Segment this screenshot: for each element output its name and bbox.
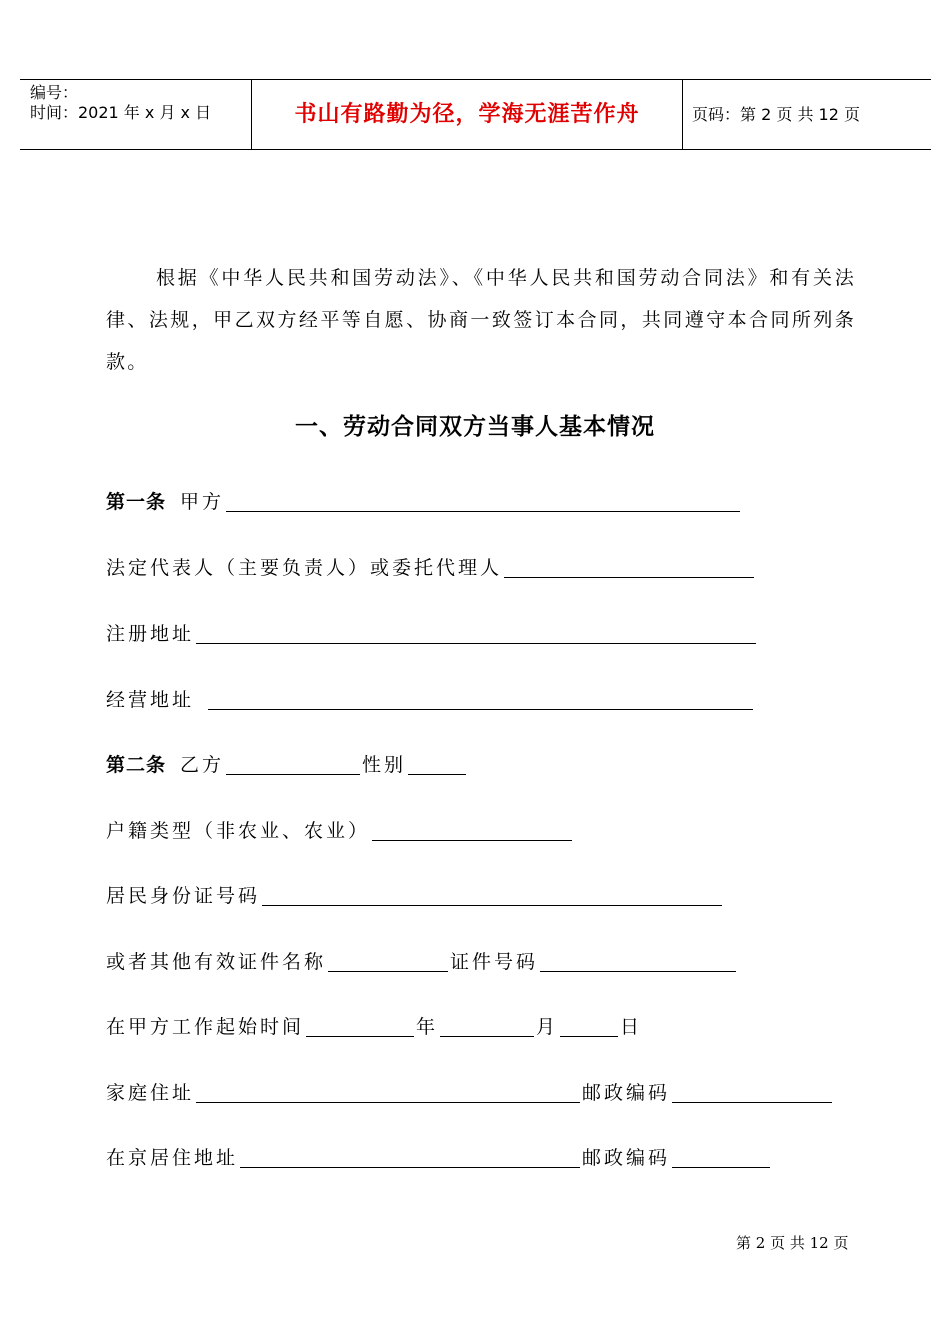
form-row-beijing-address [106, 1143, 772, 1173]
header-page-number: 页码：第 2 页 共 12 页 [692, 105, 860, 124]
cert-number-blank[interactable] [540, 949, 736, 972]
day-label: 日 [620, 1016, 643, 1038]
field-label: 户籍类型（非农业、农业） [106, 820, 371, 842]
article-label: 第二条 [106, 754, 167, 776]
biz-address-blank[interactable] [208, 687, 753, 710]
form-row-hukou [106, 816, 574, 846]
header-motto: 书山有路勤为径，学海无涯苦作舟 [294, 102, 640, 127]
year-label: 年 [416, 1016, 439, 1038]
form-row-other-id [106, 947, 738, 977]
form-row-start-time [106, 1012, 642, 1042]
gender-blank[interactable] [408, 752, 466, 775]
beijing-postcode-blank[interactable] [672, 1145, 770, 1168]
header-divider [682, 80, 683, 149]
field-label: 性别 [362, 754, 407, 776]
doc-number-label: 编号： [30, 83, 79, 102]
article-label: 第一条 [106, 491, 167, 513]
home-postcode-blank[interactable] [672, 1080, 832, 1103]
section-title: 一、劳动合同双方当事人基本情况 [295, 414, 655, 440]
field-label: 证件号码 [450, 951, 539, 973]
month-label: 月 [536, 1016, 559, 1038]
field-label: 家庭住址 [106, 1082, 195, 1104]
legal-rep-blank[interactable] [504, 555, 754, 578]
field-label: 居民身份证号码 [106, 885, 261, 907]
form-row-party-a [106, 487, 742, 517]
form-row-biz-address [106, 685, 755, 715]
id-number-blank[interactable] [262, 883, 722, 906]
form-row-reg-address [106, 619, 758, 649]
start-day-blank[interactable] [560, 1014, 618, 1037]
field-label: 邮政编码 [582, 1082, 671, 1104]
header-meta [30, 83, 211, 123]
field-label: 注册地址 [106, 623, 195, 645]
party-b-blank[interactable] [226, 752, 360, 775]
field-label: 或者其他有效证件名称 [106, 951, 327, 973]
intro-paragraph: 根据《中华人民共和国劳动法》、《中华人民共和国劳动合同法》和有关法律、法规，甲乙双方经平等自愿、协商一致签订本合同，共同遵守本合同所列条款。 [106, 267, 856, 373]
page-footer: 第 2 页 共 12 页 [736, 1234, 849, 1252]
doc-time-label: 时间：2021 年 x 月 x 日 [30, 103, 212, 122]
field-label: 经营地址 [106, 689, 195, 711]
form-row-legal-rep [106, 553, 756, 583]
start-month-blank[interactable] [440, 1014, 534, 1037]
field-label: 法定代表人（主要负责人）或委托代理人 [106, 557, 503, 579]
field-label: 在京居住地址 [106, 1147, 239, 1169]
home-address-blank[interactable] [196, 1080, 580, 1103]
start-year-blank[interactable] [306, 1014, 414, 1037]
beijing-address-blank[interactable] [240, 1145, 580, 1168]
form-row-party-b [106, 750, 468, 780]
field-label: 甲方 [180, 491, 225, 513]
field-label: 在甲方工作起始时间 [106, 1016, 305, 1038]
form-row-id-number [106, 881, 724, 911]
hukou-blank[interactable] [372, 818, 572, 841]
other-id-blank[interactable] [328, 949, 448, 972]
party-a-blank[interactable] [226, 489, 740, 512]
field-label: 乙方 [180, 754, 225, 776]
field-label: 邮政编码 [582, 1147, 671, 1169]
page-header [20, 79, 931, 150]
form-row-home-address [106, 1078, 834, 1108]
reg-address-blank[interactable] [196, 621, 756, 644]
